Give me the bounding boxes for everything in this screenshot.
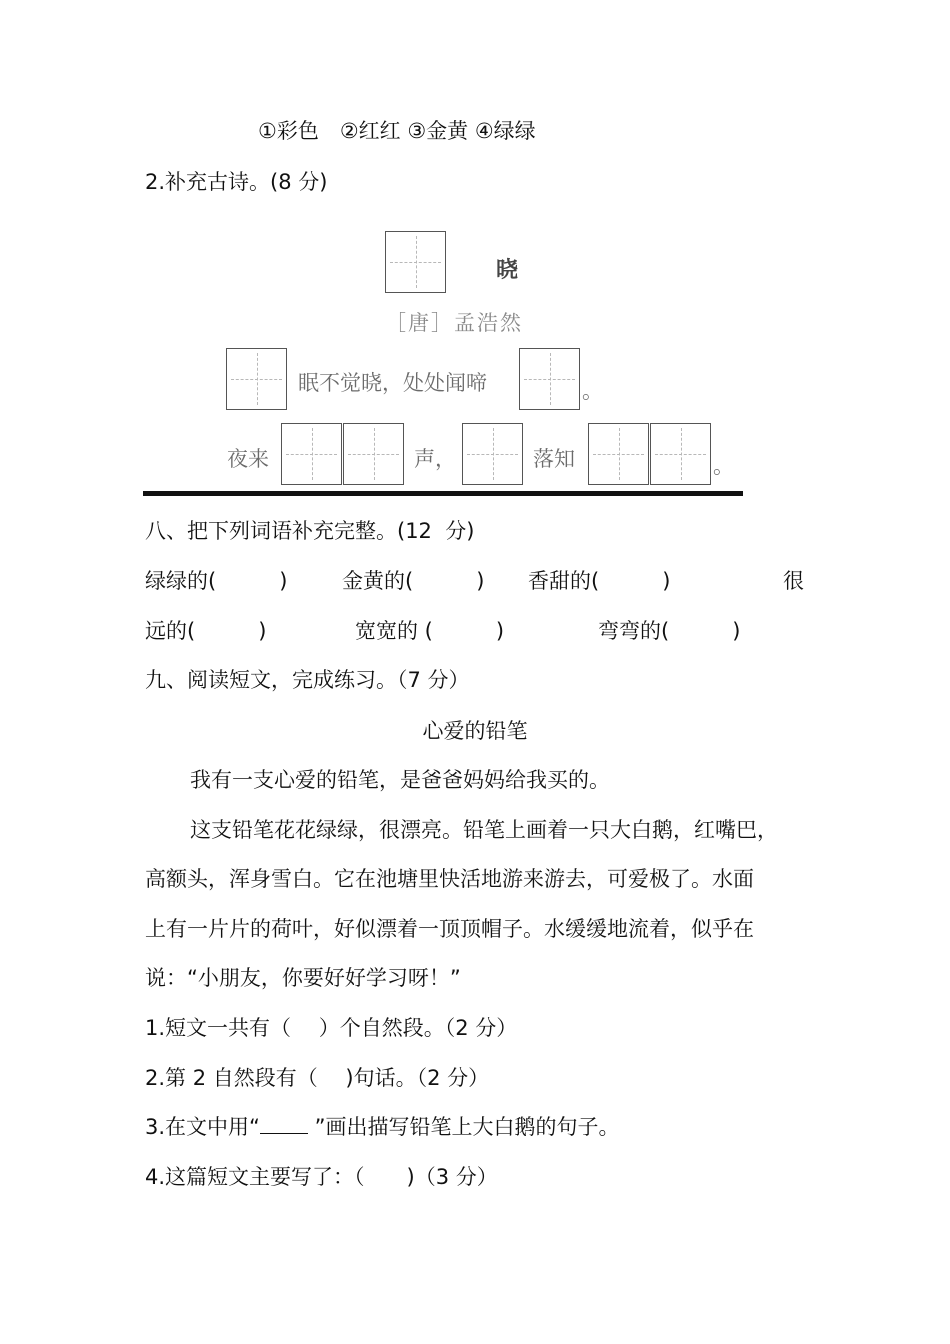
poem-line2-mid: 声， bbox=[414, 447, 456, 471]
question-9-4: 4.这篇短文主要写了：（ )（3 分） bbox=[145, 1165, 498, 1189]
section-8-title: 八、把下列词语补充完整。(12 分) bbox=[145, 519, 475, 543]
poem-figure bbox=[140, 215, 750, 500]
question-9-3-start: 3.在文中用“ bbox=[145, 1115, 260, 1139]
fill-item-4-start: 很 bbox=[783, 569, 804, 593]
passage-para-2-line-2: 高额头，浑身雪白。它在池塘里快活地游来游去，可爱极了。水面 bbox=[145, 867, 754, 891]
passage-title: 心爱的铅笔 bbox=[422, 719, 528, 743]
poem-line2-start: 夜来 bbox=[227, 447, 269, 471]
line2-blank-cell-4[interactable] bbox=[588, 423, 649, 485]
line2-blank-cell-3[interactable] bbox=[462, 423, 523, 485]
poem-title-char: 晓 bbox=[496, 257, 519, 283]
poem-line2-end: 。 bbox=[713, 454, 734, 478]
line2-blank-cell-1[interactable] bbox=[281, 423, 342, 485]
passage-para-2-line-4: 说：“小朋友，你要好好学习呀！” bbox=[145, 966, 461, 990]
line1-blank-cell-2[interactable] bbox=[519, 348, 580, 410]
passage-para-1: 我有一支心爱的铅笔，是爸爸妈妈给我买的。 bbox=[190, 768, 610, 792]
line2-blank-cell-5[interactable] bbox=[650, 423, 711, 485]
question-9-2: 2.第 2 自然段有（ )句话。（2 分） bbox=[145, 1066, 490, 1090]
question-2-label: 2.补充古诗。(8 分) bbox=[145, 170, 328, 194]
passage-para-2-line-1: 这支铅笔花花绿绿，很漂亮。铅笔上画着一只大白鹅，红嘴巴， bbox=[190, 818, 778, 842]
fill-item-5: 宽宽的 ( ) bbox=[355, 619, 505, 643]
fill-item-2: 金黄的( ) bbox=[342, 569, 485, 593]
poem-line1-text: 眠不觉晓，处处闻啼 bbox=[298, 371, 487, 395]
poem-line2-mid2: 落知 bbox=[533, 447, 575, 471]
fill-item-3: 香甜的( ) bbox=[528, 569, 671, 593]
fill-item-6: 弯弯的( ) bbox=[598, 619, 741, 643]
question-9-3-end: ”画出描写铅笔上大白鹅的句子。 bbox=[307, 1115, 620, 1139]
poem-line1-end: 。 bbox=[582, 379, 603, 403]
passage-para-2-line-3: 上有一片片的荷叶，好似漂着一顶顶帽子。水缓缓地流着，似乎在 bbox=[145, 917, 754, 941]
question-9-1: 1.短文一共有（ ）个自然段。（2 分） bbox=[145, 1016, 518, 1040]
title-blank-cell[interactable] bbox=[385, 231, 446, 293]
question-9-3 bbox=[145, 1112, 619, 1142]
underline-sample bbox=[260, 1115, 308, 1134]
line1-blank-cell-1[interactable] bbox=[226, 348, 287, 410]
fill-item-1: 绿绿的( ) bbox=[145, 569, 288, 593]
options-line: ①彩色 ②红红 ③金黄 ④绿绿 bbox=[258, 119, 536, 143]
poem-author: ［唐］孟浩然 bbox=[385, 311, 523, 335]
divider-rule bbox=[143, 491, 743, 496]
section-9-title: 九、阅读短文，完成练习。（7 分） bbox=[145, 668, 470, 692]
fill-item-4-end: 远的( ) bbox=[145, 619, 267, 643]
line2-blank-cell-2[interactable] bbox=[343, 423, 404, 485]
